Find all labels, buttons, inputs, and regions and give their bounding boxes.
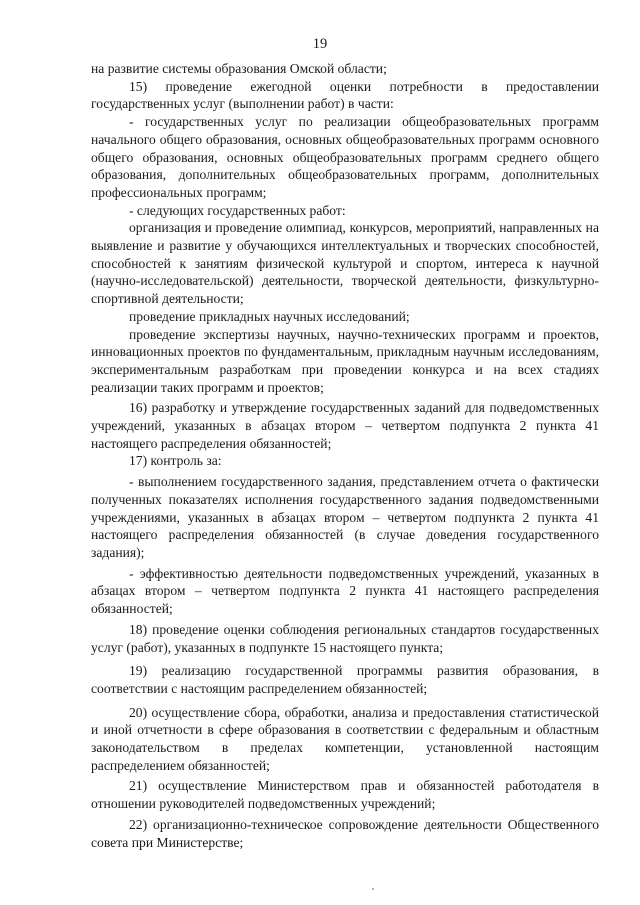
paragraph-item-22: 22) организационно-техническое сопровождение деятельности Общественного совета при Министерстве;: [91, 816, 599, 850]
paragraph-control-assignment: - выполнением государственного задания, представлением отчета о фактически полученных показателях исполнения государственного задания подведомственными учреждениями, указанных в абзацах втором – четвертом подпункта 2 пункта 41 настоящего распределения обязанностей (в случае доведения государственного задания);: [91, 474, 599, 560]
scan-artifact-dot: [372, 888, 374, 890]
paragraph-item-19: 19) реализацию государственной программы развития образования, в соответствии с настоящим распределением обязанностей;: [91, 663, 599, 696]
page-number: 19: [312, 36, 328, 52]
paragraph-expertise: проведение экспертизы научных, научно-технических программ и проектов, инновационных проектов по фундаментальным, прикладным научным исследованиям, экспериментальным разработкам при проведении конкурса и на всех стадиях реализации таких программ и проектов;: [91, 326, 599, 395]
paragraph-item-15: 15) проведение ежегодной оценки потребности в предоставлении государственных услуг (выполнении работ) в части:: [91, 78, 599, 112]
paragraph-item-20: 20) осуществление сбора, обработки, анализа и предоставления статистической и иной отчетности в сфере образования в соответствии с федеральным и областным законодательством в пределах компетенции, установленной настоящим распределением обязанностей;: [91, 704, 599, 773]
paragraph-state-works: - следующих государственных работ:: [129, 202, 346, 218]
paragraph-continuation: на развитие системы образования Омской области;: [91, 61, 387, 76]
document-body: [91, 60, 599, 851]
paragraph-item-16: 16) разработку и утверждение государственных заданий для подведомственных учреждений, указанных в абзацах втором – четвертом подпункта 2 пункта 41 настоящего распределения обязанностей;: [91, 400, 599, 451]
paragraph-item-17: 17) контроль за:: [129, 453, 222, 469]
paragraph-control-efficiency: - эффективностью деятельности подведомственных учреждений, указанных в абзацах втором – четвертом подпункта 2 пункта 41 настоящего распределения обязанностей;: [91, 565, 599, 617]
paragraph-olympiads: организация и проведение олимпиад, конкурсов, мероприятий, направленных на выявление и развитие у обучающихся интеллектуальных и творческих способностей, способностей к занятиям физической культурой и спортом, интереса к научной (научно-исследовательской) деятельности, творческой деятельности, физкультурно-спортивной деятельности;: [91, 220, 599, 307]
paragraph-state-services: - государственных услуг по реализации общеобразовательных программ начального общего образования, основных общеобразовательных программ основного общего образования, основных общеобразовательных программ среднего общего образования, дополнительных общеобразовательных программ, дополнительных профессиональных программ;: [91, 114, 599, 200]
paragraph-item-21: 21) осуществление Министерством прав и обязанностей работодателя в отношении руководителей подведомственных учреждений;: [91, 778, 599, 812]
paragraph-item-18: 18) проведение оценки соблюдения региональных стандартов государственных услуг (работ), указанных в подпункте 15 настоящего пункта;: [91, 621, 599, 655]
paragraph-applied-research: проведение прикладных научных исследований;: [129, 308, 410, 324]
